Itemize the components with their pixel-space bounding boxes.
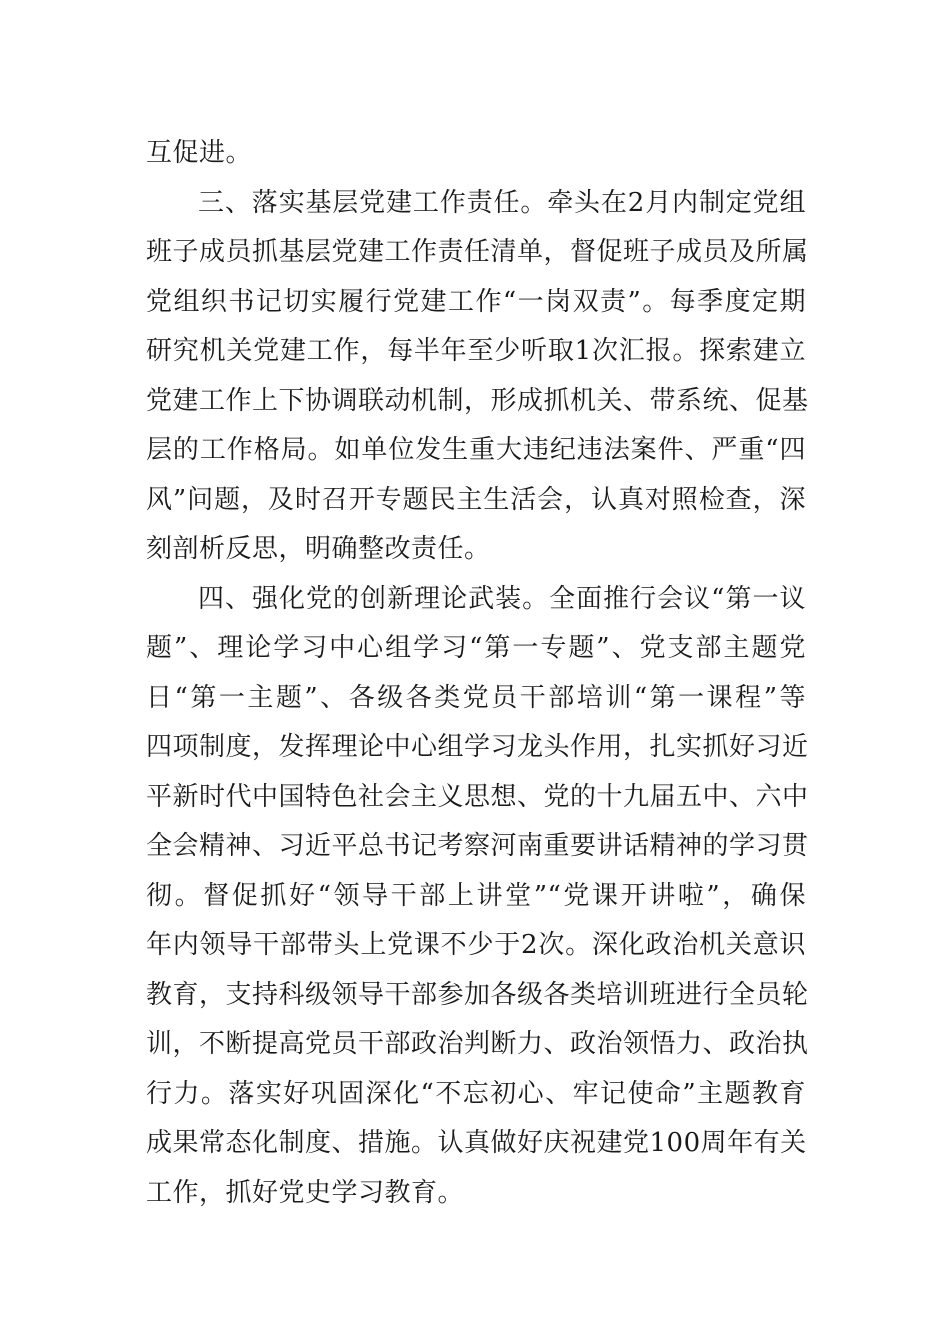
paragraph-4-start: 四、强化党的创新理论武装。全面推行会议“第一议 [198,583,806,614]
text-line: 风”问题，及时召开专题民主生活会，认真对照检查，深 [146,484,806,515]
body-text [146,129,809,1218]
text-line: 题”、理论学习中心组学习“第一专题”、党支部主题党 [146,633,806,663]
text-line: 平新时代中国特色社会主义思想、党的十九届五中、六中 [146,781,809,812]
text-line: 党建工作上下协调联动机制，形成抓机关、带系统、促基 [146,385,809,416]
text-line: 行力。落实好巩固深化“不忘初心、牢记使命”主题教育 [146,1078,806,1109]
text-line: 训，不断提高党员干部政治判断力、政治领悟力、政治执 [146,1029,809,1059]
text-line: 彻。督促抓好“领导干部上讲堂”“党课开讲啦”，确保 [146,880,806,911]
text-line: 教育，支持科级领导干部参加各级各类培训班进行全员轮 [146,979,809,1010]
text-line: 工作，抓好党史学习教育。 [146,1177,465,1208]
text-line: 刻剖析反思，明确整改责任。 [146,534,491,564]
text-line: 全会精神、习近平总书记考察河南重要讲话精神的学习贯 [146,831,809,861]
text-line: 四项制度，发挥理论中心组学习龙头作用，扎实抓好习近 [146,732,809,762]
text-line: 层的工作格局。如单位发生重大违纪违法案件、严重“四 [146,435,806,465]
text-line: 党组织书记切实履行党建工作“一岗双责”。每季度定期 [146,286,806,317]
text-line: 年内领导干部带头上党课不少于2次。深化政治机关意识 [146,930,806,960]
text-line: 班子成员抓基层党建工作责任清单，督促班子成员及所属 [146,237,809,267]
paragraph-3-start: 三、落实基层党建工作责任。牵头在2月内制定党组 [198,187,806,218]
text-line: 研究机关党建工作，每半年至少听取1次汇报。探索建立 [146,336,806,366]
text-line: 成果常态化制度、措施。认真做好庆祝建党100周年有关 [146,1128,807,1158]
text-line: 互促进。 [146,138,253,168]
text-line: 日“第一主题”、各级各类党员干部培训“第一课程”等 [146,682,806,713]
